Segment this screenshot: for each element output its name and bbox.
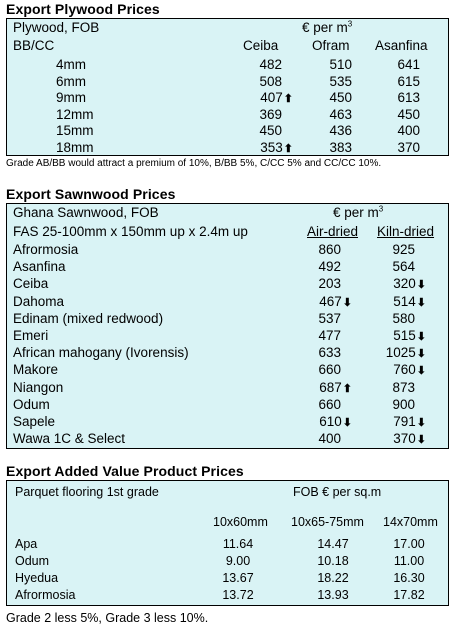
plywood-row-asanfina <box>360 140 420 155</box>
sawnwood-row-air-dried-value: 660 <box>318 396 341 412</box>
sawnwood-header-product: Ghana Sawnwood, FOB <box>13 205 159 220</box>
added-row-v3: 11.00 <box>393 554 425 568</box>
sawnwood-row-kiln-dried <box>356 414 426 429</box>
sawnwood-col-kiln-dried: Kiln-dried <box>377 224 435 239</box>
arrow-down-icon: ⬇ <box>416 296 426 309</box>
added-row-v2: 10.18 <box>317 554 349 568</box>
sawnwood-row-air-dried-value: 537 <box>318 310 341 326</box>
arrow-up-icon: ⬆ <box>283 93 293 106</box>
plywood-row-asanfina-value: 370 <box>397 140 420 155</box>
added-row-v2: 13.93 <box>317 588 349 602</box>
sawnwood-row-air-dried <box>292 380 352 395</box>
plywood-row-ofram <box>292 90 352 105</box>
sawnwood-row-kiln-dried-value: 514 <box>393 293 416 309</box>
plywood-row-ceiba-value: 369 <box>259 106 282 122</box>
added-header-unit: FOB € per sq.m <box>293 485 382 499</box>
plywood-row-ceiba-value: 407 <box>260 90 283 106</box>
sawnwood-row-air-dried <box>292 294 352 309</box>
sawnwood-row-name: Emeri <box>13 328 49 343</box>
plywood-row-ofram <box>292 107 352 122</box>
added-col-3: 14x70mm <box>383 515 438 529</box>
sawnwood-row-air-dried-value: 610 <box>319 414 342 429</box>
arrow-down-icon: ⬇ <box>416 331 426 343</box>
arrow-down-icon: ⬇ <box>416 365 426 378</box>
plywood-row-size: 15mm <box>56 123 94 139</box>
added-row-name: Odum <box>15 554 50 568</box>
sawnwood-row-air-dried <box>281 242 341 257</box>
sawnwood-row-kiln-dried-value: 320 <box>393 276 416 292</box>
plywood-row-size: 18mm <box>56 140 94 155</box>
sawnwood-row-air-dried-value: 467 <box>319 293 342 309</box>
plywood-row-asanfina <box>360 90 420 105</box>
sawnwood-row-kiln-dried-value: 760 <box>393 362 416 378</box>
sawnwood-row-name: Dahoma <box>13 293 65 309</box>
plywood-row-asanfina-value: 613 <box>397 90 420 106</box>
sawnwood-row-kiln-dried-value: 791 <box>393 414 416 429</box>
plywood-row-asanfina-value: 400 <box>397 123 420 139</box>
plywood-row-ofram <box>292 57 352 72</box>
sawnwood-row-air-dried <box>281 431 341 446</box>
sawnwood-row-kiln-dried <box>356 294 426 309</box>
sawnwood-row-kiln-dried <box>342 379 415 395</box>
sawnwood-row-kiln-dried <box>356 362 426 377</box>
arrow-down-icon: ⬇ <box>342 417 352 429</box>
sawnwood-row-name: Niangon <box>13 379 64 395</box>
plywood-row-ceiba <box>233 90 293 105</box>
added-row-name: Hyedua <box>15 571 59 585</box>
sawnwood-row-kiln-dried <box>356 345 426 360</box>
sawnwood-row-air-dried-value: 203 <box>318 276 341 292</box>
plywood-header-product: Plywood, FOB <box>13 20 100 35</box>
sawnwood-row-air-dried <box>281 328 341 343</box>
added-row-v1: 11.64 <box>222 537 254 551</box>
plywood-row-ceiba <box>222 123 282 138</box>
plywood-row-asanfina <box>360 74 420 89</box>
added-row-v3: 17.00 <box>393 537 425 551</box>
sawnwood-row-kiln-dried-value: 515 <box>393 328 416 343</box>
plywood-row-asanfina-value: 641 <box>397 57 420 72</box>
sawnwood-row-kiln-dried-value: 873 <box>392 379 415 395</box>
added-row-name: Afrormosia <box>15 588 76 602</box>
sawnwood-row-air-dried-value: 687 <box>319 379 342 395</box>
plywood-row-ofram-value: 383 <box>329 140 352 155</box>
plywood-row-asanfina-value: 450 <box>397 106 420 122</box>
sawnwood-row-air-dried-value: 477 <box>318 328 341 343</box>
added-section-title: Export Added Value Product Prices <box>6 463 244 479</box>
plywood-row-asanfina <box>360 123 420 138</box>
sawnwood-row-kiln-dried <box>356 328 426 343</box>
plywood-row-ceiba-value: 482 <box>259 57 282 72</box>
sawnwood-row-kiln-dried-value: 564 <box>392 259 415 275</box>
sawnwood-row-air-dried <box>281 276 341 291</box>
sawnwood-row-name: Sapele <box>13 414 56 429</box>
sawnwood-row-name: Wawa 1C & Select <box>13 431 126 447</box>
plywood-row-ofram-value: 450 <box>329 90 352 106</box>
arrow-down-icon: ⬇ <box>416 417 426 429</box>
plywood-row-ofram <box>292 74 352 89</box>
sawnwood-row-kiln-dried <box>345 397 415 412</box>
plywood-row-ofram-value: 510 <box>329 57 352 72</box>
sawnwood-row-kiln-dried-value: 900 <box>392 396 415 412</box>
added-row-name: Apa <box>15 537 38 551</box>
sawnwood-header-spec: FAS 25-100mm x 150mm up x 2.4m up <box>13 224 248 239</box>
sawnwood-row-air-dried <box>281 397 341 412</box>
plywood-row-ofram-value: 535 <box>329 73 352 89</box>
sawnwood-header-unit: € per $m^3$ <box>333 204 384 220</box>
sawnwood-row-kiln-dried <box>356 276 426 291</box>
arrow-down-icon: ⬇ <box>342 296 352 309</box>
plywood-col-ceiba: Ceiba <box>243 38 279 53</box>
added-row-v2: 14.47 <box>317 537 349 551</box>
sawnwood-row-name: Odum <box>13 396 50 412</box>
sawnwood-section-title: Export Sawnwood Prices <box>6 186 176 202</box>
arrow-up-icon: ⬆ <box>283 143 293 155</box>
sawnwood-row-air-dried-value: 400 <box>318 431 341 447</box>
sawnwood-row-name: Ceiba <box>13 276 49 292</box>
plywood-row-ceiba <box>222 107 282 122</box>
plywood-row-asanfina <box>360 107 420 122</box>
plywood-row-size: 4mm <box>56 57 86 72</box>
sawnwood-row-air-dried-value: 660 <box>318 362 341 378</box>
plywood-row-asanfina-value: 615 <box>397 73 420 89</box>
plywood-section-title: Export Plywood Prices <box>6 1 160 17</box>
added-row-v3: 16.30 <box>393 571 425 585</box>
plywood-row-ceiba <box>233 140 293 155</box>
sawnwood-row-air-dried <box>281 362 341 377</box>
sawnwood-row-air-dried-value: 633 <box>318 345 341 361</box>
arrow-down-icon: ⬇ <box>416 348 426 361</box>
arrow-up-icon: ⬆ <box>342 382 352 395</box>
added-note: Grade 2 less 5%, Grade 3 less 10%. <box>6 611 209 625</box>
plywood-row-ofram-value: 463 <box>329 106 352 122</box>
plywood-row-ofram <box>292 140 352 155</box>
sawnwood-row-kiln-dried-value: 370 <box>393 431 416 447</box>
plywood-row-ceiba <box>222 57 282 72</box>
sawnwood-row-name: Makore <box>13 362 59 378</box>
plywood-table <box>6 18 449 156</box>
added-row-v3: 17.82 <box>393 588 425 602</box>
plywood-row-ofram <box>292 123 352 138</box>
arrow-down-icon: ⬇ <box>416 434 426 447</box>
plywood-row-ceiba <box>222 74 282 89</box>
sawnwood-row-air-dried <box>281 259 341 274</box>
sawnwood-row-kiln-dried <box>345 242 415 257</box>
plywood-row-ceiba-value: 508 <box>259 73 282 89</box>
plywood-row-ofram-value: 436 <box>329 123 352 139</box>
added-row-v1: 13.67 <box>222 571 254 585</box>
sawnwood-row-kiln-dried-value: 925 <box>392 242 415 257</box>
sawnwood-row-kiln-dried <box>345 259 415 274</box>
added-col-1: 10x60mm <box>213 515 268 529</box>
sawnwood-row-name: Afrormosia <box>13 242 79 257</box>
plywood-row-size: 6mm <box>56 73 86 89</box>
sawnwood-row-name: Edinam (mixed redwood) <box>13 310 164 326</box>
sawnwood-col-air-dried: Air-dried <box>307 224 359 239</box>
sawnwood-row-air-dried <box>281 345 341 360</box>
sawnwood-row-air-dried <box>281 311 341 326</box>
added-col-2: 10x65-75mm <box>291 515 364 529</box>
sawnwood-row-kiln-dried <box>345 311 415 326</box>
plywood-header-grade: BB/CC <box>13 38 55 53</box>
plywood-note: Grade AB/BB would attract a premium of 10%, B/BB 5%, C/CC 5% and CC/CC 10%. <box>6 158 382 169</box>
sawnwood-row-kiln-dried-value: 1025 <box>385 345 416 361</box>
plywood-header-unit: € per $m^3$ <box>302 19 353 35</box>
plywood-row-size: 9mm <box>56 90 86 106</box>
sawnwood-row-kiln-dried <box>356 431 426 446</box>
plywood-row-asanfina <box>360 57 420 72</box>
added-row-v1: 9.00 <box>225 554 251 568</box>
added-header-product: Parquet flooring 1st grade <box>15 485 159 499</box>
plywood-row-ceiba-value: 353 <box>260 140 283 155</box>
added-row-v2: 18.22 <box>317 571 349 585</box>
sawnwood-row-air-dried-value: 860 <box>318 242 341 257</box>
sawnwood-row-kiln-dried-value: 580 <box>392 310 415 326</box>
arrow-down-icon: ⬇ <box>416 279 426 292</box>
sawnwood-table <box>6 203 449 449</box>
plywood-row-ceiba-value: 450 <box>259 123 282 139</box>
added-row-v1: 13.72 <box>222 588 254 602</box>
sawnwood-row-name: Asanfina <box>13 259 66 275</box>
plywood-col-asanfina: Asanfina <box>375 38 428 53</box>
sawnwood-row-air-dried <box>292 414 352 429</box>
plywood-col-ofram: Ofram <box>312 38 350 53</box>
sawnwood-row-air-dried-value: 492 <box>318 259 341 275</box>
sawnwood-row-name: African mahogany (Ivorensis) <box>13 345 189 361</box>
added-table <box>6 480 449 606</box>
plywood-row-size: 12mm <box>56 106 94 122</box>
